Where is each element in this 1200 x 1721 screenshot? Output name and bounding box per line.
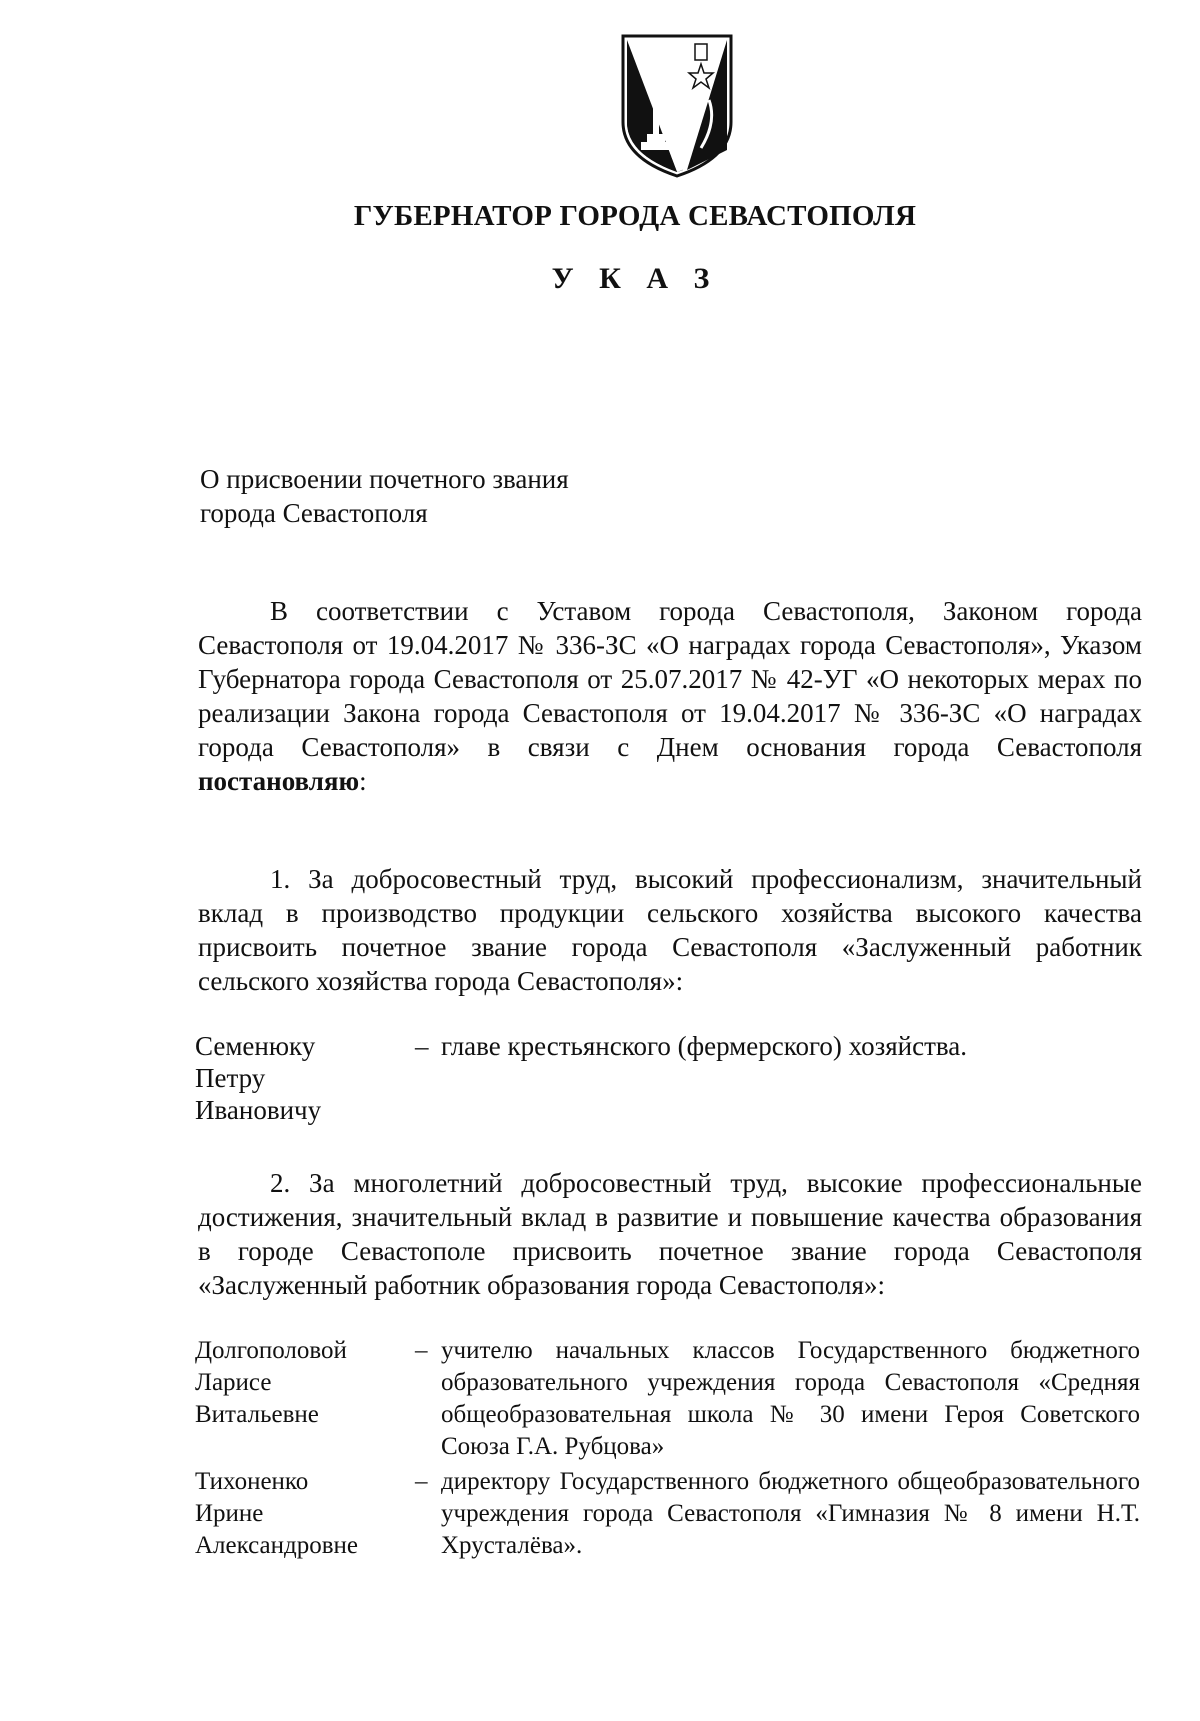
decree-word: постановляю: [198, 766, 360, 796]
item-2-text: 2. За многолетний добросовестный труд, высокие профессиональные достижения, значительный вклад в развитие и повышение качества образования в городе Севастополе присвоить почетное звание города Севастополя «Заслуженный работник образования города Севастополя»:: [198, 1168, 1142, 1300]
awardee-surname: Долгополовой: [195, 1337, 347, 1364]
awardee-row: [195, 1466, 1140, 1562]
awardee-position: главе крестьянского (фермерского) хозяйства.: [441, 1031, 968, 1061]
awardee-name: [195, 1030, 415, 1126]
decree-subject: [200, 462, 569, 530]
awardee-name: [195, 1335, 415, 1463]
awardee-dash: –: [415, 1468, 428, 1495]
awardee-dash: –: [415, 1337, 428, 1364]
awardee-position: директору Государственного бюджетного общеобразовательного учреждения города Севастополя «Гимназия № 8 имени Н.Т. Хрусталёва».: [441, 1468, 1140, 1559]
item-1-text: 1. За добросовестный труд, высокий профессионализм, значительный вклад в производство продукции сельского хозяйства высокого качества присвоить почетное звание города Севастополя «Заслуженный работник сельского хозяйства города Севастополя»:: [198, 864, 1142, 996]
awardee-patronymic: Ивановичу: [195, 1095, 322, 1125]
awardee-row: [195, 1030, 1140, 1126]
preamble-paragraph: [198, 594, 1142, 798]
issuing-authority: ГУБЕРНАТОР ГОРОДА СЕВАСТОПОЛЯ: [353, 200, 917, 232]
awardee-position: учителю начальных классов Государственного бюджетного образовательного учреждения города Севастополя «Средняя общеобразовательная школа № 30 имени Героя Советского Союза Г.А. Рубцова»: [441, 1337, 1140, 1460]
preamble-colon: :: [359, 766, 367, 796]
awardee-patronymic: Витальевне: [195, 1401, 319, 1428]
awardee-first-name: Ларисе: [195, 1369, 272, 1396]
document-type: У К А З: [551, 262, 719, 295]
awardee-patronymic: Александровне: [195, 1532, 359, 1559]
awardee-surname: Тихоненко: [195, 1468, 309, 1495]
awardee-dash: –: [415, 1031, 429, 1061]
subject-line-1: О присвоении почетного звания: [200, 464, 569, 494]
awardee-first-name: Петру: [195, 1063, 266, 1093]
awardee-name: [195, 1466, 415, 1562]
subject-line-2: города Севастополя: [200, 498, 428, 528]
sevastopol-coat-of-arms-icon: [617, 30, 737, 180]
item-2-paragraph: [198, 1166, 1142, 1302]
awardee-first-name: Ирине: [195, 1500, 264, 1527]
item-1-paragraph: [198, 862, 1142, 998]
awardee-surname: Семенюку: [195, 1031, 316, 1061]
preamble-text: В соответствии с Уставом города Севастополя, Законом города Севастополя от 19.04.2017 № 336-ЗС «О наградах города Севастополя», Указом Губернатора города Севастополя от 25.07.2017 № 42-УГ «О некоторых мерах по реализации Закона города Севастополя от 19.04.2017 № 336-ЗС «О наградах города Севастополя» в связи с Днем основания города Севастополя: [198, 596, 1142, 762]
awardee-row: [195, 1335, 1140, 1463]
